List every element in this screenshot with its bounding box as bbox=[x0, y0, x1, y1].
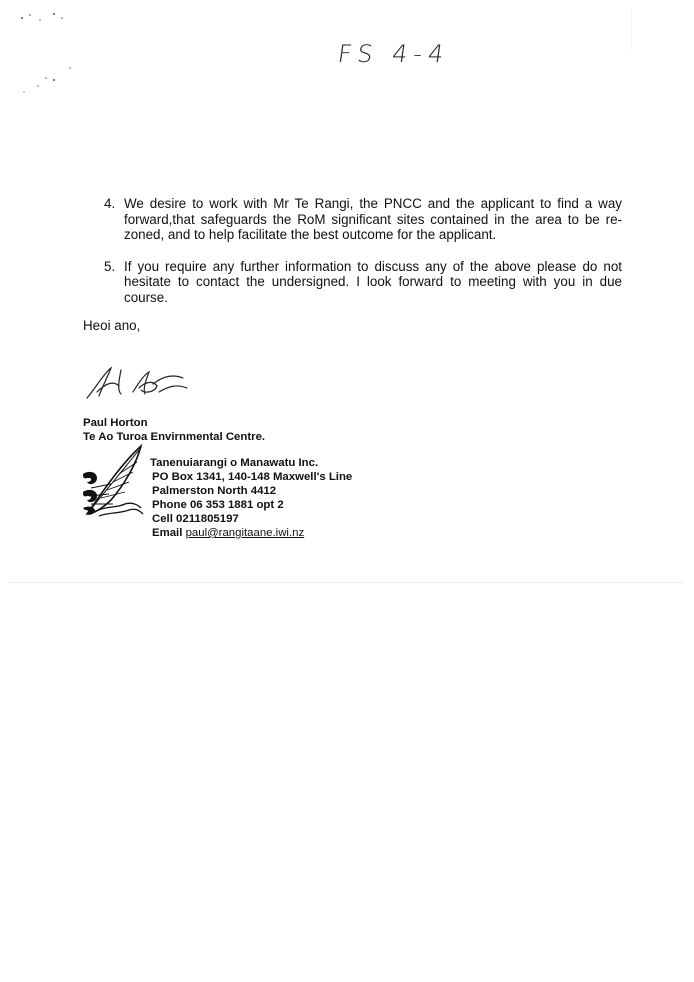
scan-fold-line bbox=[8, 582, 684, 583]
list-item bbox=[104, 196, 622, 243]
sender-organisation: Te Ao Turoa Envirnmental Centre. bbox=[83, 431, 266, 443]
list-item-number: 4. bbox=[104, 196, 116, 211]
list-item bbox=[104, 259, 622, 306]
closing-salutation: Heoi ano, bbox=[83, 318, 141, 333]
organisation-address-block bbox=[150, 456, 352, 540]
email-link[interactable]: paul@rangitaane.iwi.nz bbox=[185, 527, 305, 539]
handwritten-signature bbox=[83, 362, 193, 402]
org-email-label: Email bbox=[152, 527, 183, 539]
list-item-number: 5. bbox=[104, 258, 116, 274]
scan-edge-mark bbox=[631, 10, 650, 50]
org-phone: Phone 06 353 1881 opt 2 bbox=[152, 499, 284, 511]
org-email-line bbox=[152, 526, 352, 540]
org-address-line: PO Box 1341, 140-148 Maxwell's Line bbox=[152, 471, 353, 483]
handwritten-reference-note: FS 4-4 bbox=[336, 40, 452, 68]
list-item-text: If you require any further information to discuss any of the above please do not hesitate to contact the undersigned. I look forward to meeting with you in due course. bbox=[124, 258, 622, 305]
org-name: Tanenuiarangi o Manawatu Inc. bbox=[150, 457, 319, 469]
feather-koru-logo-icon bbox=[81, 444, 147, 518]
org-cell: Cell 0211805197 bbox=[152, 513, 239, 525]
scan-speck-marks bbox=[10, 6, 100, 106]
sender-name: Paul Horton bbox=[83, 417, 148, 429]
sender-block bbox=[83, 416, 265, 444]
org-city: Palmerston North 4412 bbox=[152, 485, 277, 497]
numbered-list bbox=[104, 196, 622, 322]
list-item-text: We desire to work with Mr Te Rangi, the PNCC and the applicant to find a way forward,that safeguards the RoM significant sites contained in the area to be re-zoned, and to help facilitate the best outcome for the applicant. bbox=[124, 196, 622, 243]
